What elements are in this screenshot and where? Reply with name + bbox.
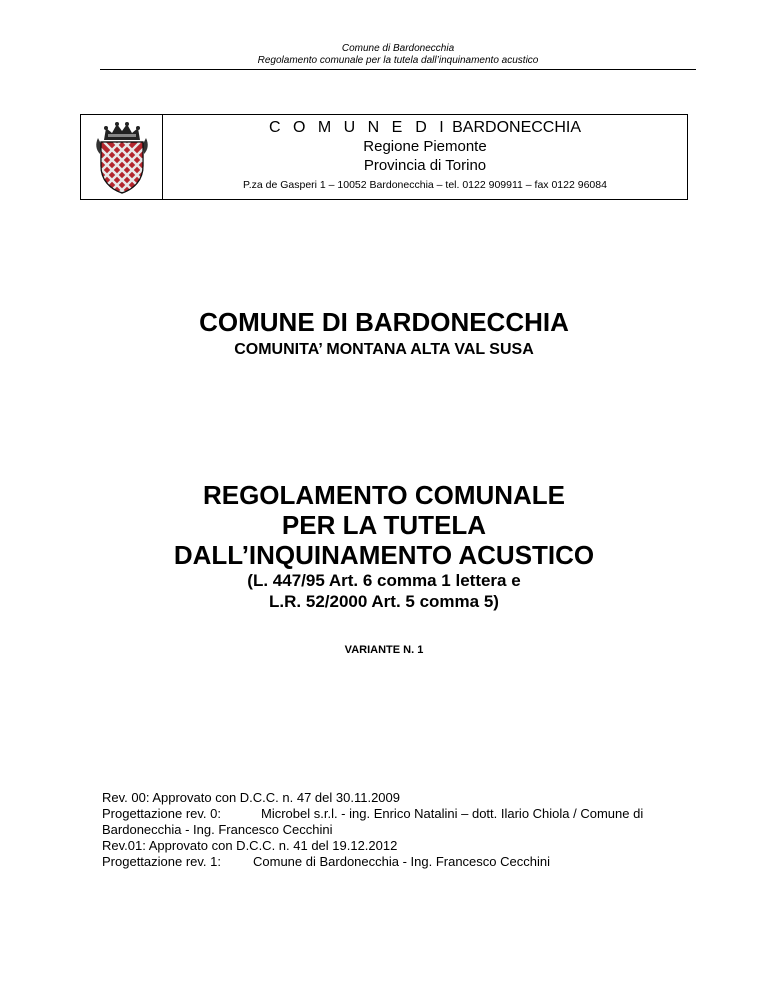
crest-cell: [81, 115, 163, 199]
design-rev-0-continuation: Bardonecchia - Ing. Francesco Cecchini: [102, 822, 333, 837]
letterhead-di: D I: [415, 119, 448, 136]
running-header: [100, 43, 696, 67]
design-rev-1-text: Comune di Bardonecchia - Ing. Francesco Cecchini: [253, 854, 550, 869]
legal-reference-line: L.R. 52/2000 Art. 5 comma 5): [269, 592, 499, 611]
revision-history: [102, 790, 702, 870]
running-header-document-title: Regolamento comunale per la tutela dall’inquinamento acustico: [257, 55, 539, 66]
letterhead-address: P.za de Gasperi 1 – 10052 Bardonecchia – tel. 0122 909911 – fax 0122 96084: [243, 179, 607, 191]
letterhead-province: Provincia di Torino: [363, 157, 487, 174]
revision-00: Rev. 00: Approvato con D.C.C. n. 47 del 30.11.2009: [102, 790, 400, 805]
regulation-title: [0, 480, 768, 570]
legal-reference-line: (L. 447/95 Art. 6 comma 1 lettera e: [247, 571, 521, 590]
design-rev-0-label: Progettazione rev. 0:: [102, 806, 221, 821]
letterhead-title: [163, 118, 687, 137]
crown-shape: [104, 124, 140, 140]
header-rule: [100, 69, 696, 70]
main-subtitle: COMUNITA’ MONTANA ALTA VAL SUSA: [234, 341, 534, 358]
legal-references: [0, 570, 768, 612]
coat-of-arms-icon: [94, 120, 150, 194]
regulation-title-line: REGOLAMENTO COMUNALE: [202, 480, 566, 510]
variant-label: VARIANTE N. 1: [344, 644, 424, 656]
design-rev-1: [102, 854, 702, 870]
running-header-municipality: Comune di Bardonecchia: [341, 43, 455, 54]
letterhead-box: [80, 114, 688, 200]
design-rev-1-label: Progettazione rev. 1:: [102, 854, 221, 869]
regulation-title-line: DALL’INQUINAMENTO ACUSTICO: [173, 540, 595, 570]
main-title: COMUNE DI BARDONECCHIA: [199, 307, 569, 337]
design-rev-0-text: Microbel s.r.l. - ing. Enrico Natalini – dott. Ilario Chiola / Comune di: [261, 806, 644, 821]
letterhead-name: BARDONECCHIA: [452, 119, 582, 136]
letterhead-region: Regione Piemonte: [363, 138, 487, 155]
letterhead-text: [163, 115, 687, 199]
revision-01: Rev.01: Approvato con D.C.C. n. 41 del 19.12.2012: [102, 838, 398, 853]
design-rev-0: [102, 806, 702, 822]
letterhead-comune: C O M U N E: [268, 119, 407, 136]
regulation-title-line: PER LA TUTELA: [281, 510, 487, 540]
